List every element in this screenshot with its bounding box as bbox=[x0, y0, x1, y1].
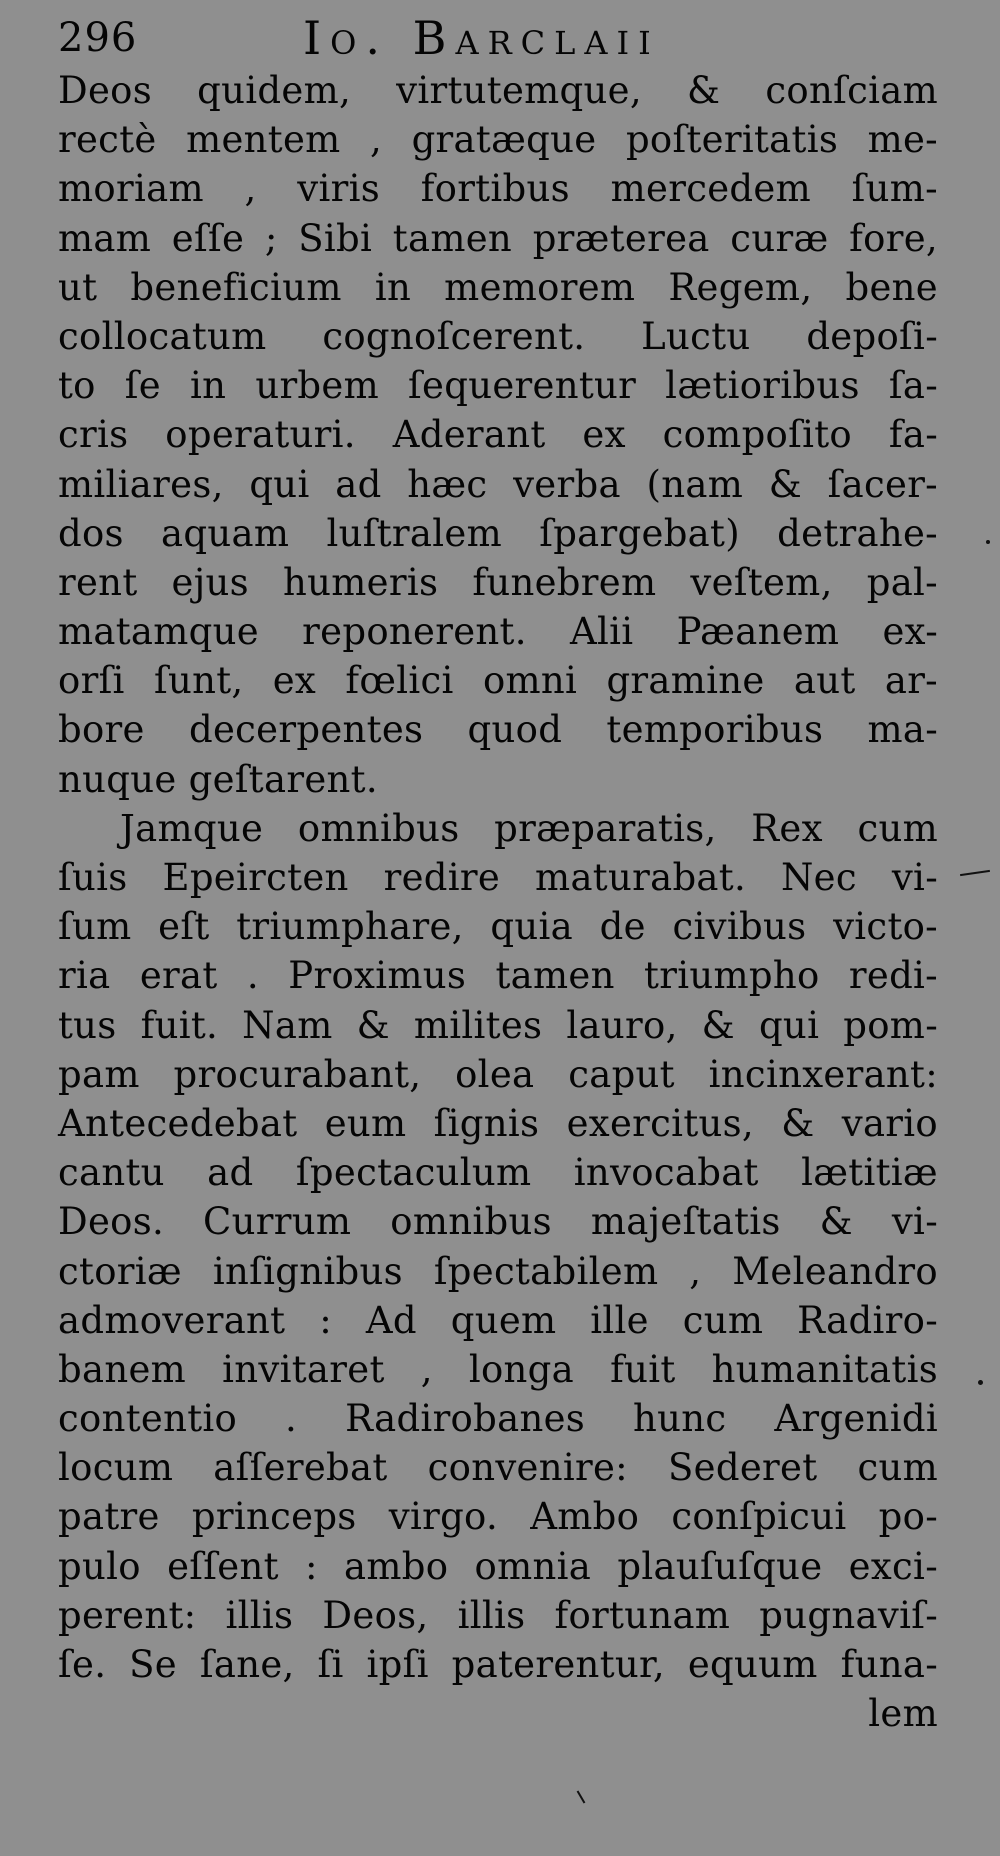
paragraph-start-line: Jamque omnibus præparatis, Rex cum bbox=[120, 806, 938, 850]
text-line: pam procurabant, olea caput incinxerant: bbox=[58, 1052, 938, 1096]
text-line: ut beneficium in memorem Regem, bene bbox=[58, 265, 938, 309]
text-line: orſi ſunt, ex fœlici omni gramine aut ar- bbox=[58, 659, 938, 703]
text-line: miliares, qui ad hæc verba (nam & ſacer- bbox=[58, 462, 938, 506]
text-line: ſum eſt triumphare, quia de civibus victo- bbox=[58, 905, 938, 949]
text-line: dos aquam luſtralem ſpargebat) detrahe- bbox=[58, 511, 938, 555]
paragraph-end-line: nuque geſtarent. bbox=[58, 757, 378, 801]
ink-speck bbox=[960, 870, 990, 876]
ink-speck bbox=[577, 1790, 586, 1803]
ink-speck bbox=[986, 540, 990, 544]
page-number: 296 bbox=[58, 15, 138, 61]
text-line: collocatum cognoſcerent. Luctu depoſi- bbox=[58, 314, 938, 358]
text-line: tus fuit. Nam & milites lauro, & qui pom- bbox=[58, 1003, 938, 1047]
text-line: to ſe in urbem ſequerentur lætioribus ſa- bbox=[58, 364, 938, 408]
text-line: Antecedebat eum ſignis exercitus, & vario bbox=[58, 1101, 938, 1145]
text-line: patre princeps virgo. Ambo conſpicui po- bbox=[58, 1495, 938, 1539]
text-line: contentio . Radirobanes hunc Argenidi bbox=[58, 1397, 938, 1441]
catchword: lem bbox=[868, 1692, 938, 1736]
body-text bbox=[58, 66, 938, 1738]
text-line: matamque reponerent. Alii Pæanem ex- bbox=[58, 610, 938, 654]
text-line: bore decerpentes quod temporibus ma- bbox=[58, 708, 938, 752]
text-line: pulo eſſent : ambo omnia plauſuſque exci- bbox=[58, 1544, 938, 1588]
text-line: cantu ad ſpectaculum invocabat lætitiæ bbox=[58, 1151, 938, 1195]
text-line: Deos quidem, virtutemque, & conſciam bbox=[58, 69, 938, 112]
running-head: Io. Barclaii bbox=[303, 11, 660, 65]
page-header bbox=[58, 8, 758, 68]
text-line: mam eſſe ; Sibi tamen præterea curæ fore, bbox=[58, 216, 938, 260]
text-line: rectè mentem , gratæque poſteritatis me- bbox=[58, 118, 938, 162]
text-line: ſe. Se ſane, ſi ipſi paterentur, equum funa- bbox=[58, 1643, 938, 1686]
text-line: Deos. Currum omnibus majeſtatis & vi- bbox=[58, 1200, 938, 1244]
text-line: cris operaturi. Aderant ex compoſito fa- bbox=[58, 413, 938, 457]
text-line: admoverant : Ad quem ille cum Radiro- bbox=[58, 1298, 938, 1342]
text-line: ctoriæ inſignibus ſpectabilem , Meleandro bbox=[58, 1249, 938, 1293]
text-line: locum aſſerebat convenire: Sederet cum bbox=[58, 1446, 938, 1490]
text-line: banem invitaret , longa fuit humanitatis bbox=[58, 1347, 938, 1391]
text-line: moriam , viris fortibus mercedem ſum- bbox=[58, 167, 938, 211]
text-line: rent ejus humeris funebrem veſtem, pal- bbox=[58, 560, 938, 604]
ink-speck bbox=[978, 1380, 983, 1385]
text-line: ria erat . Proximus tamen triumpho redi- bbox=[58, 954, 938, 998]
text-line: perent: illis Deos, illis fortunam pugnaviſ- bbox=[58, 1593, 938, 1637]
text-line: ſuis Epeircten redire maturabat. Nec vi- bbox=[58, 856, 938, 899]
